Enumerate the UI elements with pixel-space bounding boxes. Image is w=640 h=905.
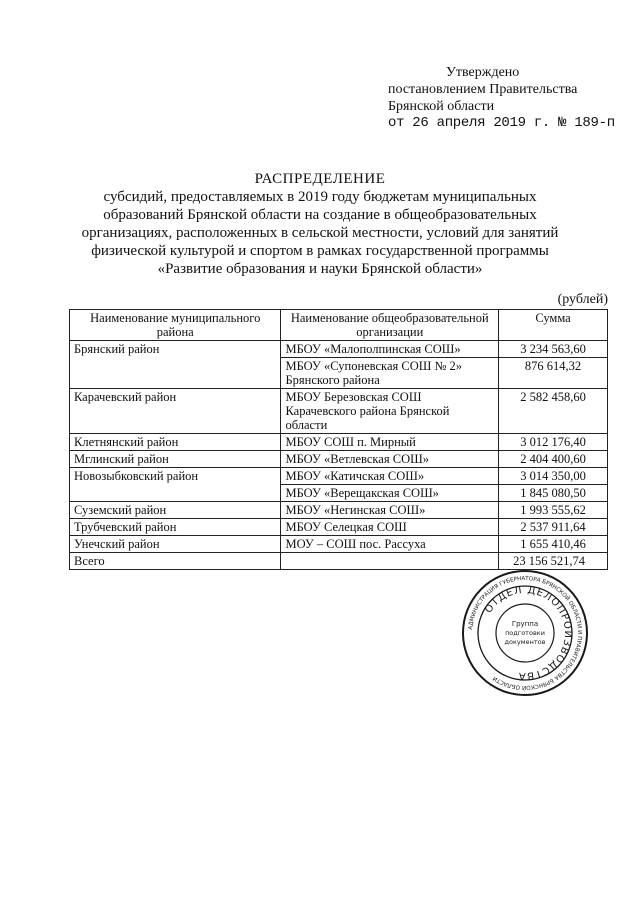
total-label: Всего — [70, 553, 281, 570]
table-row — [70, 519, 608, 536]
total-row — [70, 553, 608, 570]
stamp-center-line: подготовки — [505, 629, 545, 637]
sum-cell: 1 993 555,62 — [499, 502, 608, 519]
district-cell: Брянский район — [70, 341, 281, 389]
org-cell: МБОУ «Катичская СОШ» — [281, 468, 499, 485]
district-cell: Трубчевский район — [70, 519, 281, 536]
units-label: (рублей) — [557, 292, 608, 307]
subsidy-table — [69, 309, 608, 570]
column-header: Сумма — [499, 310, 608, 341]
title-line: субсидий, предоставляемых в 2019 году бюджетам муниципальных — [103, 189, 537, 205]
department-stamp — [460, 568, 590, 698]
sum-cell: 1 845 080,50 — [499, 485, 608, 502]
total-empty-cell — [281, 553, 499, 570]
org-cell: МБОУ Березовская СОШ Карачевского района Брянской области — [281, 389, 499, 434]
table-row — [70, 468, 608, 485]
org-cell: МБОУ СОШ п. Мирный — [281, 434, 499, 451]
sum-cell: 1 655 410,46 — [499, 536, 608, 553]
sum-cell: 876 614,32 — [499, 358, 608, 389]
sum-cell: 2 582 458,60 — [499, 389, 608, 434]
approval-block — [388, 64, 615, 132]
table-row — [70, 341, 608, 358]
stamp-inner-text: ОТДЕЛ ДЕЛОПРОИЗВОДСТВА — [483, 584, 574, 682]
table-row — [70, 434, 608, 451]
stamp-center-line: документов — [504, 638, 546, 646]
table-row — [70, 502, 608, 519]
org-cell: МБОУ «Ветлевская СОШ» — [281, 451, 499, 468]
district-cell: Унечский район — [70, 536, 281, 553]
org-cell: МБОУ «Негинская СОШ» — [281, 502, 499, 519]
column-header: Наименование общеобразовательной организации — [281, 310, 499, 341]
title-line: образований Брянской области на создание в общеобразовательных — [103, 207, 537, 223]
org-cell: МБОУ «Малополпинская СОШ» — [281, 341, 499, 358]
district-cell: Суземский район — [70, 502, 281, 519]
org-cell: МОУ – СОШ пос. Рассуха — [281, 536, 499, 553]
sum-cell: 3 014 350,00 — [499, 468, 608, 485]
sum-cell: 3 234 563,60 — [499, 341, 608, 358]
stamp-center-line: Группа — [511, 620, 539, 628]
org-cell: МБОУ «Верещакская СОШ» — [281, 485, 499, 502]
title-line: «Развитие образования и науки Брянской области» — [157, 261, 483, 277]
approval-line-1: Утверждено — [446, 65, 520, 80]
table-row — [70, 536, 608, 553]
sum-cell: 2 404 400,60 — [499, 451, 608, 468]
org-cell: МБОУ Селецкая СОШ — [281, 519, 499, 536]
district-cell: Новозыбковский район — [70, 468, 281, 502]
table-row — [70, 451, 608, 468]
org-cell: МБОУ «Супоневская СОШ № 2» Брянского района — [281, 358, 499, 389]
table-row — [70, 389, 608, 434]
column-header: Наименование муниципального района — [70, 310, 281, 341]
approval-line-3: Брянской области — [388, 99, 495, 114]
approval-line-4: от 26 апреля 2019 г. № 189-п — [388, 115, 615, 131]
stamp-outer-text: АДМИНИСТРАЦИЯ ГУБЕРНАТОРА БРЯНСКОЙ ОБЛАСТИ И ПРАВИТЕЛЬСТВА БРЯНСКОЙ ОБЛАСТИ — [468, 575, 583, 691]
district-cell: Клетнянский район — [70, 434, 281, 451]
title-line: организациях, расположенных в сельской местности, условий для занятий — [81, 225, 559, 241]
district-cell: Мглинский район — [70, 451, 281, 468]
district-cell: Карачевский район — [70, 389, 281, 434]
approval-line-2: постановлением Правительства — [388, 82, 578, 97]
sum-cell: 3 012 176,40 — [499, 434, 608, 451]
document-title — [0, 170, 640, 278]
title-heading: РАСПРЕДЕЛЕНИЕ — [254, 171, 386, 187]
title-line: физической культурой и спортом в рамках государственной программы — [91, 243, 549, 259]
sum-cell: 2 537 911,64 — [499, 519, 608, 536]
table-header-row — [70, 310, 608, 341]
total-sum: 23 156 521,74 — [499, 553, 608, 570]
